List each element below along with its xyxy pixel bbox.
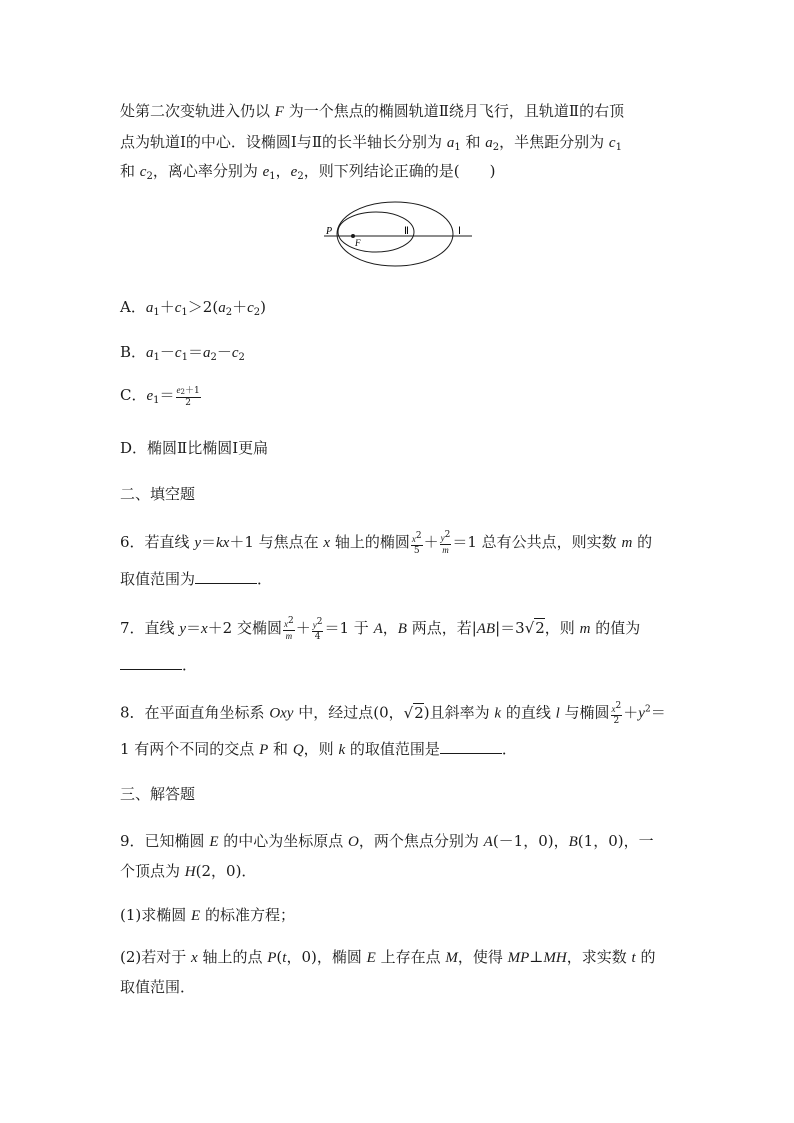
problem5-line3: 和 $c_2$，离心率分别为 $e_1$，$e_2$，则下列结论正确的是( ): [120, 162, 496, 182]
q6-line2: 取值范围为 ．: [120, 570, 273, 588]
ellipse-orbit-diagram: [320, 196, 475, 276]
problem5-line2: 点为轨道Ⅰ的中心．设椭圆Ⅰ与Ⅱ的长半轴长分别为 $a_1$ 和 $a_2$，半焦距分别为 $c_1$: [120, 133, 622, 153]
orbit-ellipse-I: [337, 202, 453, 266]
option-c: C．$e_1=$ $\frac{e_2+1}{2}$: [120, 384, 200, 408]
label-I: Ⅰ: [458, 226, 461, 237]
q9-part2-line1: (2)若对于 x 轴上的点 P(t，0)，椭圆 E 上存在点 M，使得 MP⊥MH，求实数 t 的: [120, 948, 656, 966]
section3-title: 三、解答题: [120, 785, 196, 803]
q8-line1: 8．在平面直角坐标系 Oxy 中，经过点(0，√2)且斜率为 k 的直线 l 与椭圆 $\frac{x^2}{2}$ $+y^2=$: [120, 701, 666, 726]
q7-line1: 7．直线 y＝x＋2 交椭圆 $\frac{x^2}{m}$ ＋ $\frac{y^2}{4}$ ＝1 于 A，B 两点，若|AB|＝3√2，则 m 的值为: [120, 616, 641, 642]
q7-answer-blank[interactable]: [120, 655, 182, 670]
section2-title: 二、填空题: [120, 485, 196, 503]
q9-line1: 9．已知椭圆 E 的中心为坐标原点 O，两个焦点分别为 A(－1，0)，B(1，0)，一: [120, 832, 654, 850]
q7-line2: ．: [120, 654, 197, 675]
orbit-ellipse-II: [338, 212, 414, 252]
q8-line2: 1 有两个不同的交点 P 和 Q，则 k 的取值范围是 ．: [120, 740, 517, 758]
option-d: D．椭圆Ⅱ比椭圆Ⅰ更扁: [120, 439, 269, 457]
q8-answer-blank[interactable]: [440, 739, 502, 754]
option-a: A．$a_1+c_1>2(a_2+c_2)$: [120, 298, 266, 318]
problem5-line1: 处第二次变轨进入仍以 F 为一个焦点的椭圆轨道Ⅱ绕月飞行，且轨道Ⅱ的右顶: [120, 102, 625, 120]
label-II: Ⅱ: [404, 226, 409, 237]
q6-answer-blank[interactable]: [195, 569, 257, 584]
q9-line2: 个顶点为 H(2，0)．: [120, 862, 257, 880]
q9-part1: (1)求椭圆 E 的标准方程；: [120, 906, 295, 924]
label-P: P: [326, 226, 333, 237]
label-F: F: [355, 238, 361, 248]
q6-line1: 6．若直线 y＝kx＋1 与焦点在 x 轴上的椭圆 $\frac{x^2}{5}$ ＋ $\frac{y^2}{m}$ ＝1 总有公共点，则实数 m 的: [120, 530, 653, 556]
option-b: B．$a_1-c_1=a_2-c_2$: [120, 343, 245, 363]
q9-part2-line2: 取值范围．: [120, 978, 196, 996]
